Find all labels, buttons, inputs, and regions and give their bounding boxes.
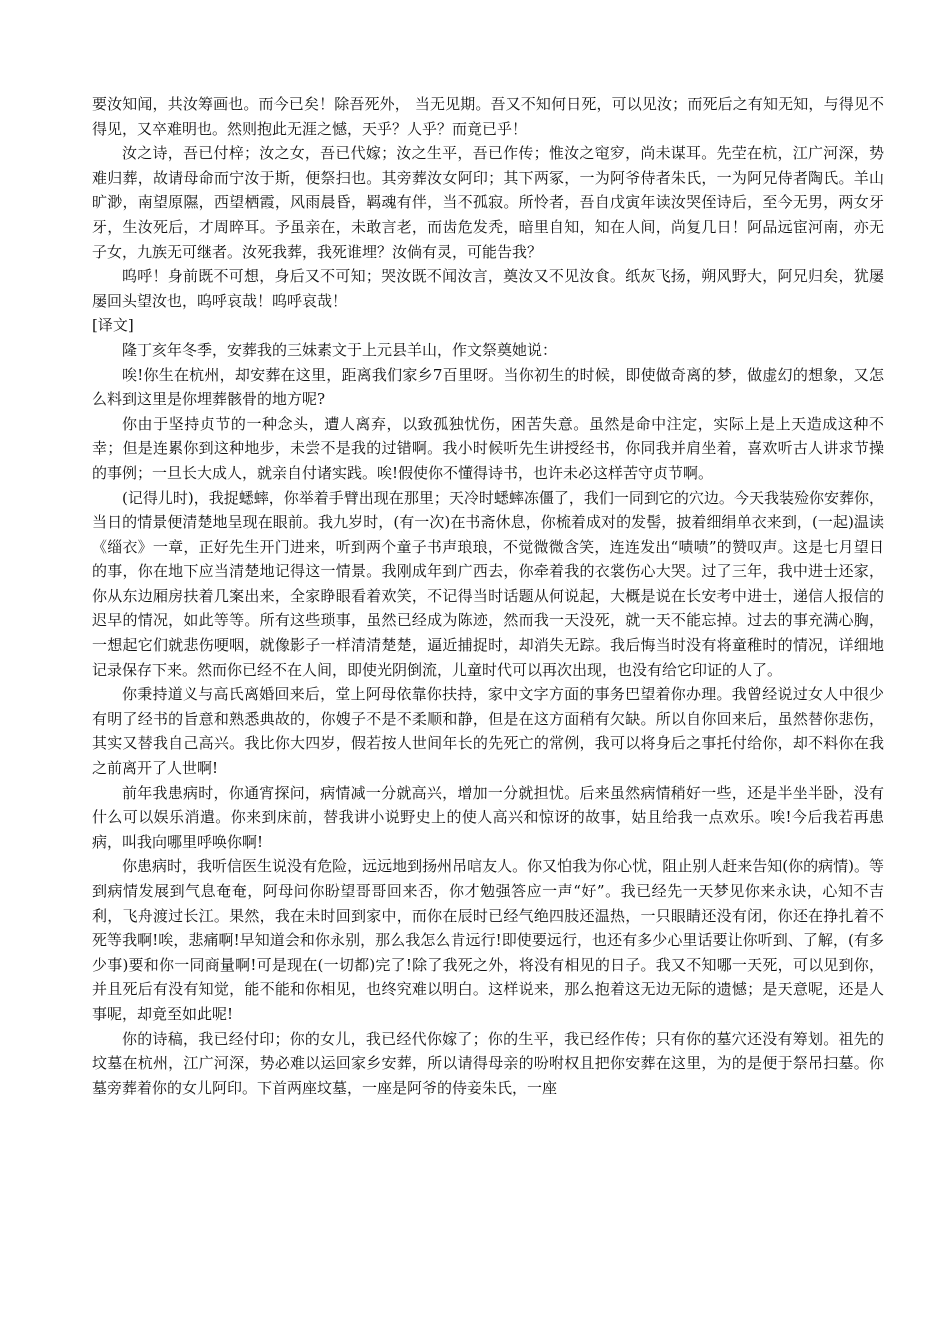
translation-paragraph-6: 前年我患病时，你通宵探问，病情减一分就高兴，增加一分就担忧。后来虽然病情稍好一些，还是半坐半卧，没有什么可以娱乐消遣。你来到床前，替我讲小说野史上的使人高兴和惊讶的故事，姑且给我一点欢乐。唉!今后我若再患病，叫我向哪里呼唤你啊! xyxy=(92,783,884,851)
translation-heading: [译文] xyxy=(92,316,134,335)
translation-paragraph-2: 唉!你生在杭州，却安葬在这里，距离我们家乡7百里呀。当你初生的时候，即使做奇离的梦，做虚幻的想象，又怎么料到这里是你埋葬骸骨的地方呢? xyxy=(92,365,884,409)
translation-paragraph-1: 隆丁亥年冬季，安葬我的三妹素文于上元县羊山，作文祭奠她说： xyxy=(122,340,558,359)
original-paragraph-2: 汝之诗，吾已付梓；汝之女，吾已代嫁；汝之生平，吾已作传；惟汝之窀穸，尚未谋耳。先茔在杭，江广河深，势难归葬，故请母命而宁汝于斯，便祭扫也。其旁葬汝女阿印；其下两冢，一为阿爷侍者朱氏，一为阿兄侍者陶氏。羊山旷渺，南望原隰，西望栖霞，风雨晨昏，羁魂有伴，当不孤寂。所怜者，吾自戊寅年读汝哭侄诗后，至今无男，两女牙牙，生汝死后，才周晬耳。予虽亲在，未敢言老，而齿危发秃，暗里自知，知在人间，尚复几日！阿品远宦河南，亦无子女，九族无可继者。汝死我葬，我死谁埋？汝倘有灵，可能告我？ xyxy=(92,144,884,261)
translation-paragraph-3: 你由于坚持贞节的一种念头，遭人离弃，以致孤独忧伤，困苦失意。虽然是命中注定，实际上是上天造成这种不幸；但是连累你到这种地步，未尝不是我的过错啊。我小时候听先生讲授经书，你同我并肩坐着，喜欢听古人讲求节操的事例；一旦长大成人，就亲自付诸实践。唉!假使你不懂得诗书，也许未必这样苦守贞节啊。 xyxy=(92,414,884,482)
original-paragraph-3: 呜呼！身前既不可想，身后又不可知；哭汝既不闻汝言，奠汝又不见汝食。纸灰飞扬，朔风野大，阿兄归矣，犹屡屡回头望汝也，呜呼哀哉！呜呼哀哉！ xyxy=(92,267,884,310)
translation-paragraph-8: 你的诗稿，我已经付印；你的女儿，我已经代你嫁了；你的生平，我已经作传；只有你的墓穴还没有筹划。祖先的坟墓在杭州，江广河深，势必难以运回家乡安葬，所以请得母亲的吩咐权且把你安葬在这里，为的是便于祭吊扫墓。你墓旁葬着你的女儿阿印。下首两座坟墓，一座是阿爷的侍妾朱氏，一座 xyxy=(92,1029,884,1097)
translation-paragraph-7: 你患病时，我听信医生说没有危险，远远地到扬州吊唁友人。你又怕我为你心忧，阻止别人赶来告知(你的病情)。等到病情发展到气息奄奄，阿母问你盼望哥哥回来否，你才勉强答应一声“好”。我已经先一天梦见你来永诀，心知不吉利，飞舟渡过长江。果然，我在未时回到家中，而你在辰时已经气绝四肢还温热，一只眼睛还没有闭，你还在挣扎着不死等我啊!唉，悲痛啊!早知道会和你永别，那么我怎么肯远行!即使要远行，也还有多少心里话要让你听到、了解，(有多少事)要和你一同商量啊!可是现在(一切都)完了!除了我死之外，将没有相见的日子。我又不知哪一天死，可以见到你，并且死后有没有知觉，能不能和你相见，也终究难以明白。这样说来，那么抱着这无边无际的遗憾；是天意呢，还是人事呢，却竟至如此呢! xyxy=(92,857,884,1023)
translation-paragraph-4: (记得儿时)，我捉蟋蟀，你举着手臂出现在那里；天冷时蟋蟀冻僵了，我们一同到它的穴边。今天我装殓你安葬你，当日的情景便清楚地呈现在眼前。我九岁时，(有一次)在书斋休息，你梳着成对的发髻，披着细绢单衣来到，(一起)温读《缁衣》一章，正好先生开门进来，听到两个童子书声琅琅，不觉微微含笑，连连发出“啧啧”的赞叹声。这是七月望日的事，你在地下应当清楚地记得这一情景。我刚成年到广西去，你牵着我的衣裳伤心大哭。过了三年，我中进士还家，你从东边厢房扶着几案出来，全家睁眼看着欢笑，不记得当时话题从何说起，大概是说在长安考中进士，递信人报信的迟早的情况，如此等等。所有这些琐事，虽然已经成为陈迹，然而我一天没死，就一天不能忘掉。过去的事充满心胸，一想起它们就悲伤哽咽，就像影子一样清清楚楚，逼近捕捉时，却消失无踪。我后悔当时没有将童稚时的情况，详细地记录保存下来。然而你已经不在人间，即使光阴倒流，儿童时代可以再次出现，也没有给它印证的人了。 xyxy=(92,488,884,679)
document-page xyxy=(92,92,884,1100)
translation-paragraph-5: 你秉持道义与高氏离婚回来后，堂上阿母依靠你扶持，家中文字方面的事务巴望着你办理。我曾经说过女人中很少有明了经书的旨意和熟悉典故的，你嫂子不是不柔顺和静，但是在这方面稍有欠缺。所以自你回来后，虽然替你悲伤，其实又替我自己高兴。我比你大四岁，假若按人世间年长的先死亡的常例，我可以将身后之事托付给你，却不料你在我之前离开了人世啊! xyxy=(92,685,884,778)
original-paragraph-1: 要汝知闻，共汝筹画也。而今已矣！除吾死外， 当无见期。吾又不知何日死，可以见汝；而死后之有知无知，与得见不得见，又卒难明也。然则抱此无涯之憾，天乎？人乎？而竟已乎！ xyxy=(92,95,884,138)
